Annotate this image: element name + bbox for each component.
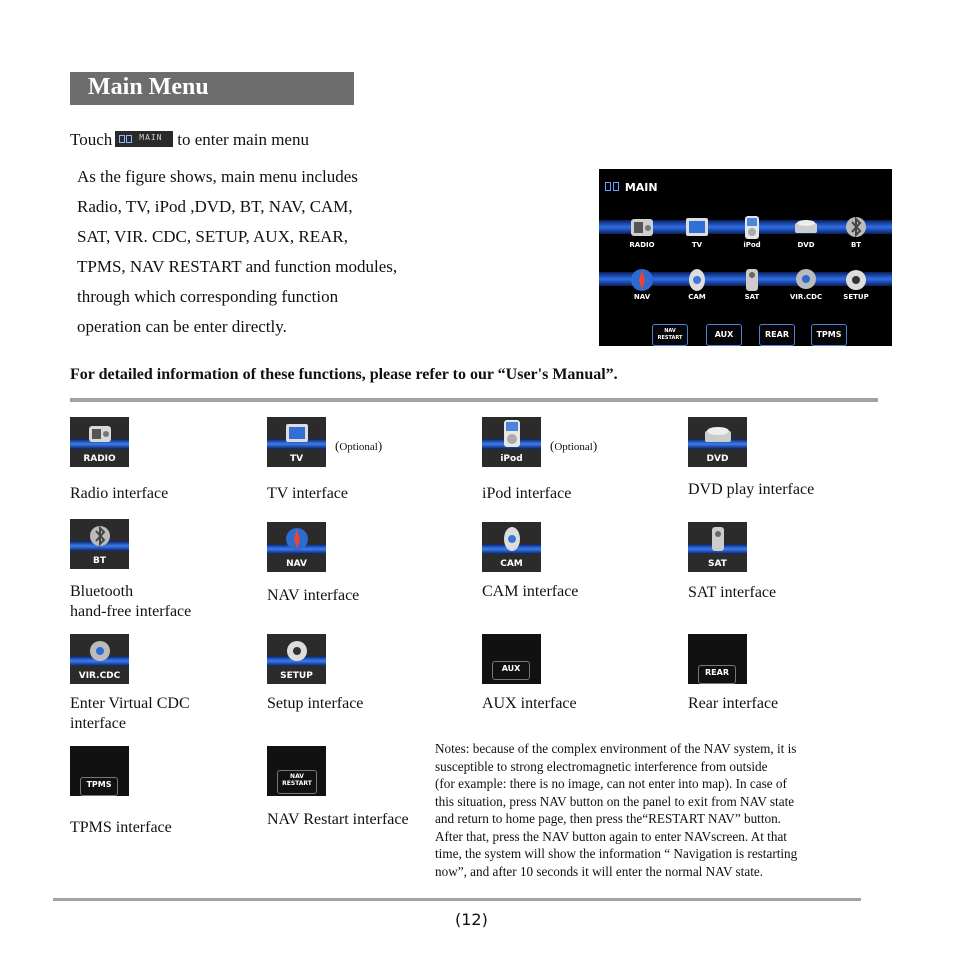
- radio-tile: [70, 417, 129, 467]
- satellite-icon: [706, 525, 730, 553]
- notes-line: After that, press the NAV button again to enter NAVscreen. At that: [435, 828, 787, 844]
- camera-icon: [500, 525, 524, 553]
- optional-note: (Optional): [550, 438, 598, 453]
- manual-reference-note: For detailed information of these functions, please refer to our “User's Manual”.: [70, 366, 618, 383]
- nav-icon[interactable]: [627, 265, 657, 295]
- notes-line: time, the system will show the information “ Navigation is restarting: [435, 846, 798, 861]
- cd-changer-icon[interactable]: [791, 265, 821, 295]
- divider: [70, 398, 878, 402]
- tile-label: AUX: [501, 664, 521, 673]
- tv-icon: [283, 421, 311, 447]
- tile-label: [277, 773, 317, 787]
- tile-label: TPMS: [86, 780, 112, 789]
- screen-aux-button[interactable]: AUX: [706, 324, 742, 346]
- screen-label-setup: SETUP: [843, 293, 869, 301]
- gear-icon[interactable]: [841, 265, 871, 295]
- optional-label: Optional: [554, 441, 593, 453]
- tile-label: REAR: [705, 668, 729, 677]
- satellite-icon[interactable]: [737, 265, 767, 295]
- setup-tile: [267, 634, 326, 684]
- rear-caption: Rear interface: [688, 695, 779, 712]
- tpms-tile: [70, 746, 129, 796]
- notes-line: (for example: there is no image, can not enter into map). In case of: [435, 776, 787, 791]
- tile-label-line: RESTART: [282, 780, 312, 787]
- footer-divider: [53, 898, 861, 901]
- notes-line: susceptible to strong electromagnetic interference from outside: [435, 758, 768, 774]
- dvd-caption: DVD play interface: [688, 481, 815, 498]
- screen-label-nav: NAV: [633, 293, 651, 301]
- cam-tile: [482, 522, 541, 572]
- screen-nav-restart-label: NAV: [664, 328, 676, 334]
- page-number: (12): [455, 910, 488, 929]
- camera-icon[interactable]: [682, 265, 712, 295]
- vircdc-caption: [70, 694, 190, 734]
- nav-tile: [267, 522, 326, 572]
- bluetooth-tile: [70, 519, 129, 569]
- intro-line: through which corresponding function: [77, 287, 339, 306]
- ipod-icon: [500, 419, 524, 449]
- tv-tile: [267, 417, 326, 467]
- tile-label: TV: [289, 454, 304, 464]
- optional-note: (Optional): [335, 438, 383, 453]
- setup-caption: Setup interface: [267, 695, 364, 712]
- screen-label-ipod: iPod: [743, 241, 761, 249]
- screen-header-label: MAIN: [624, 181, 658, 194]
- tile-label: DVD: [706, 454, 729, 464]
- screen-label-bt: BT: [850, 241, 862, 249]
- dvd-icon: [702, 421, 734, 447]
- ipod-icon[interactable]: [737, 213, 767, 243]
- tile-label: RADIO: [83, 454, 116, 464]
- ipod-tile: [482, 417, 541, 467]
- aux-tile: [482, 634, 541, 684]
- notes-line: this situation, press NAV button on the panel to exit from NAV state: [435, 793, 795, 809]
- tile-label: iPod: [500, 454, 523, 464]
- cam-caption: CAM interface: [482, 583, 579, 600]
- tile-label: BT: [93, 556, 106, 566]
- main-icon: [126, 135, 132, 143]
- sat-tile: [688, 522, 747, 572]
- tv-caption: TV interface: [267, 485, 348, 502]
- touch-suffix: to enter main menu: [177, 130, 309, 149]
- notes-line: Notes: because of the complex environment of the NAV system, it is: [435, 741, 797, 756]
- sat-caption: SAT interface: [688, 584, 777, 601]
- main-icon: [605, 182, 611, 191]
- radio-caption: Radio interface: [70, 485, 169, 502]
- compass-icon: [283, 525, 311, 553]
- vircdc-tile: [70, 634, 129, 684]
- intro-line: TPMS, NAV RESTART and function modules,: [77, 257, 398, 276]
- rear-tile: [688, 634, 747, 684]
- page-number-value: 12: [461, 910, 482, 929]
- main-button-image: [115, 131, 173, 147]
- intro-line: As the figure shows, main menu includes: [77, 167, 358, 186]
- bluetooth-icon[interactable]: [841, 213, 871, 243]
- screen-label-dvd: DVD: [797, 241, 815, 249]
- tile-label-line: NAV: [290, 773, 304, 780]
- nav-caption: NAV interface: [267, 587, 360, 604]
- tile-label: SETUP: [280, 671, 313, 681]
- intro-line: Radio, TV, iPod ,DVD, BT, NAV, CAM,: [77, 197, 353, 216]
- radio-icon: [86, 421, 114, 447]
- screen-rear-button[interactable]: REAR: [759, 324, 795, 346]
- screen-label-tv: TV: [691, 241, 703, 249]
- optional-label: Optional: [339, 441, 378, 453]
- tile-label: NAV: [286, 559, 307, 569]
- caption-line: interface: [70, 715, 126, 732]
- nav-restart-tile: [267, 746, 326, 796]
- tpms-caption: TPMS interface: [70, 819, 172, 836]
- notes-line: now”, and after 10 seconds it will enter the normal NAV state.: [435, 863, 764, 879]
- tile-label: SAT: [708, 559, 727, 569]
- notes-line: and return to home page, then press the“RESTART NAV” button.: [435, 811, 781, 826]
- intro-paragraph: [77, 162, 397, 342]
- screen-nav-restart-button[interactable]: [652, 324, 688, 346]
- cd-changer-icon: [86, 637, 114, 665]
- main-icon: [119, 135, 125, 143]
- screen-label-cam: CAM: [688, 293, 706, 301]
- main-menu-screenshot: [599, 169, 892, 346]
- touch-instruction: [70, 130, 309, 150]
- screen-label-radio: RADIO: [629, 241, 655, 249]
- screen-tpms-button[interactable]: TPMS: [811, 324, 847, 346]
- bluetooth-caption: [70, 582, 191, 622]
- touch-prefix: Touch: [70, 130, 113, 149]
- dvd-icon[interactable]: [791, 213, 821, 243]
- main-icon: [613, 182, 619, 191]
- screen-label-vircdc: VIR.CDC: [789, 293, 823, 301]
- radio-icon[interactable]: [627, 213, 657, 243]
- caption-line: hand-free interface: [70, 603, 192, 620]
- screen-header: [605, 181, 658, 194]
- gear-icon: [283, 637, 311, 665]
- intro-line: operation can be enter directly.: [77, 317, 287, 336]
- tv-icon[interactable]: [682, 213, 712, 243]
- main-button-label: MAIN: [139, 133, 163, 142]
- tile-label: CAM: [500, 559, 523, 569]
- page-title: Main Menu: [88, 74, 209, 100]
- caption-line: Enter Virtual CDC: [70, 695, 190, 712]
- aux-caption: AUX interface: [482, 695, 577, 712]
- nav-notes: [435, 740, 875, 880]
- screen-nav-restart-label: RESTART: [657, 335, 683, 341]
- caption-line: Bluetooth: [70, 583, 134, 600]
- ipod-caption: iPod interface: [482, 485, 572, 502]
- nav-restart-caption: NAV Restart interface: [267, 811, 409, 828]
- section-title-bar: [70, 72, 354, 105]
- screen-label-sat: SAT: [744, 293, 760, 301]
- tile-label: VIR.CDC: [78, 671, 121, 681]
- bluetooth-icon: [86, 523, 114, 549]
- intro-line: SAT, VIR. CDC, SETUP, AUX, REAR,: [77, 227, 348, 246]
- dvd-tile: [688, 417, 747, 467]
